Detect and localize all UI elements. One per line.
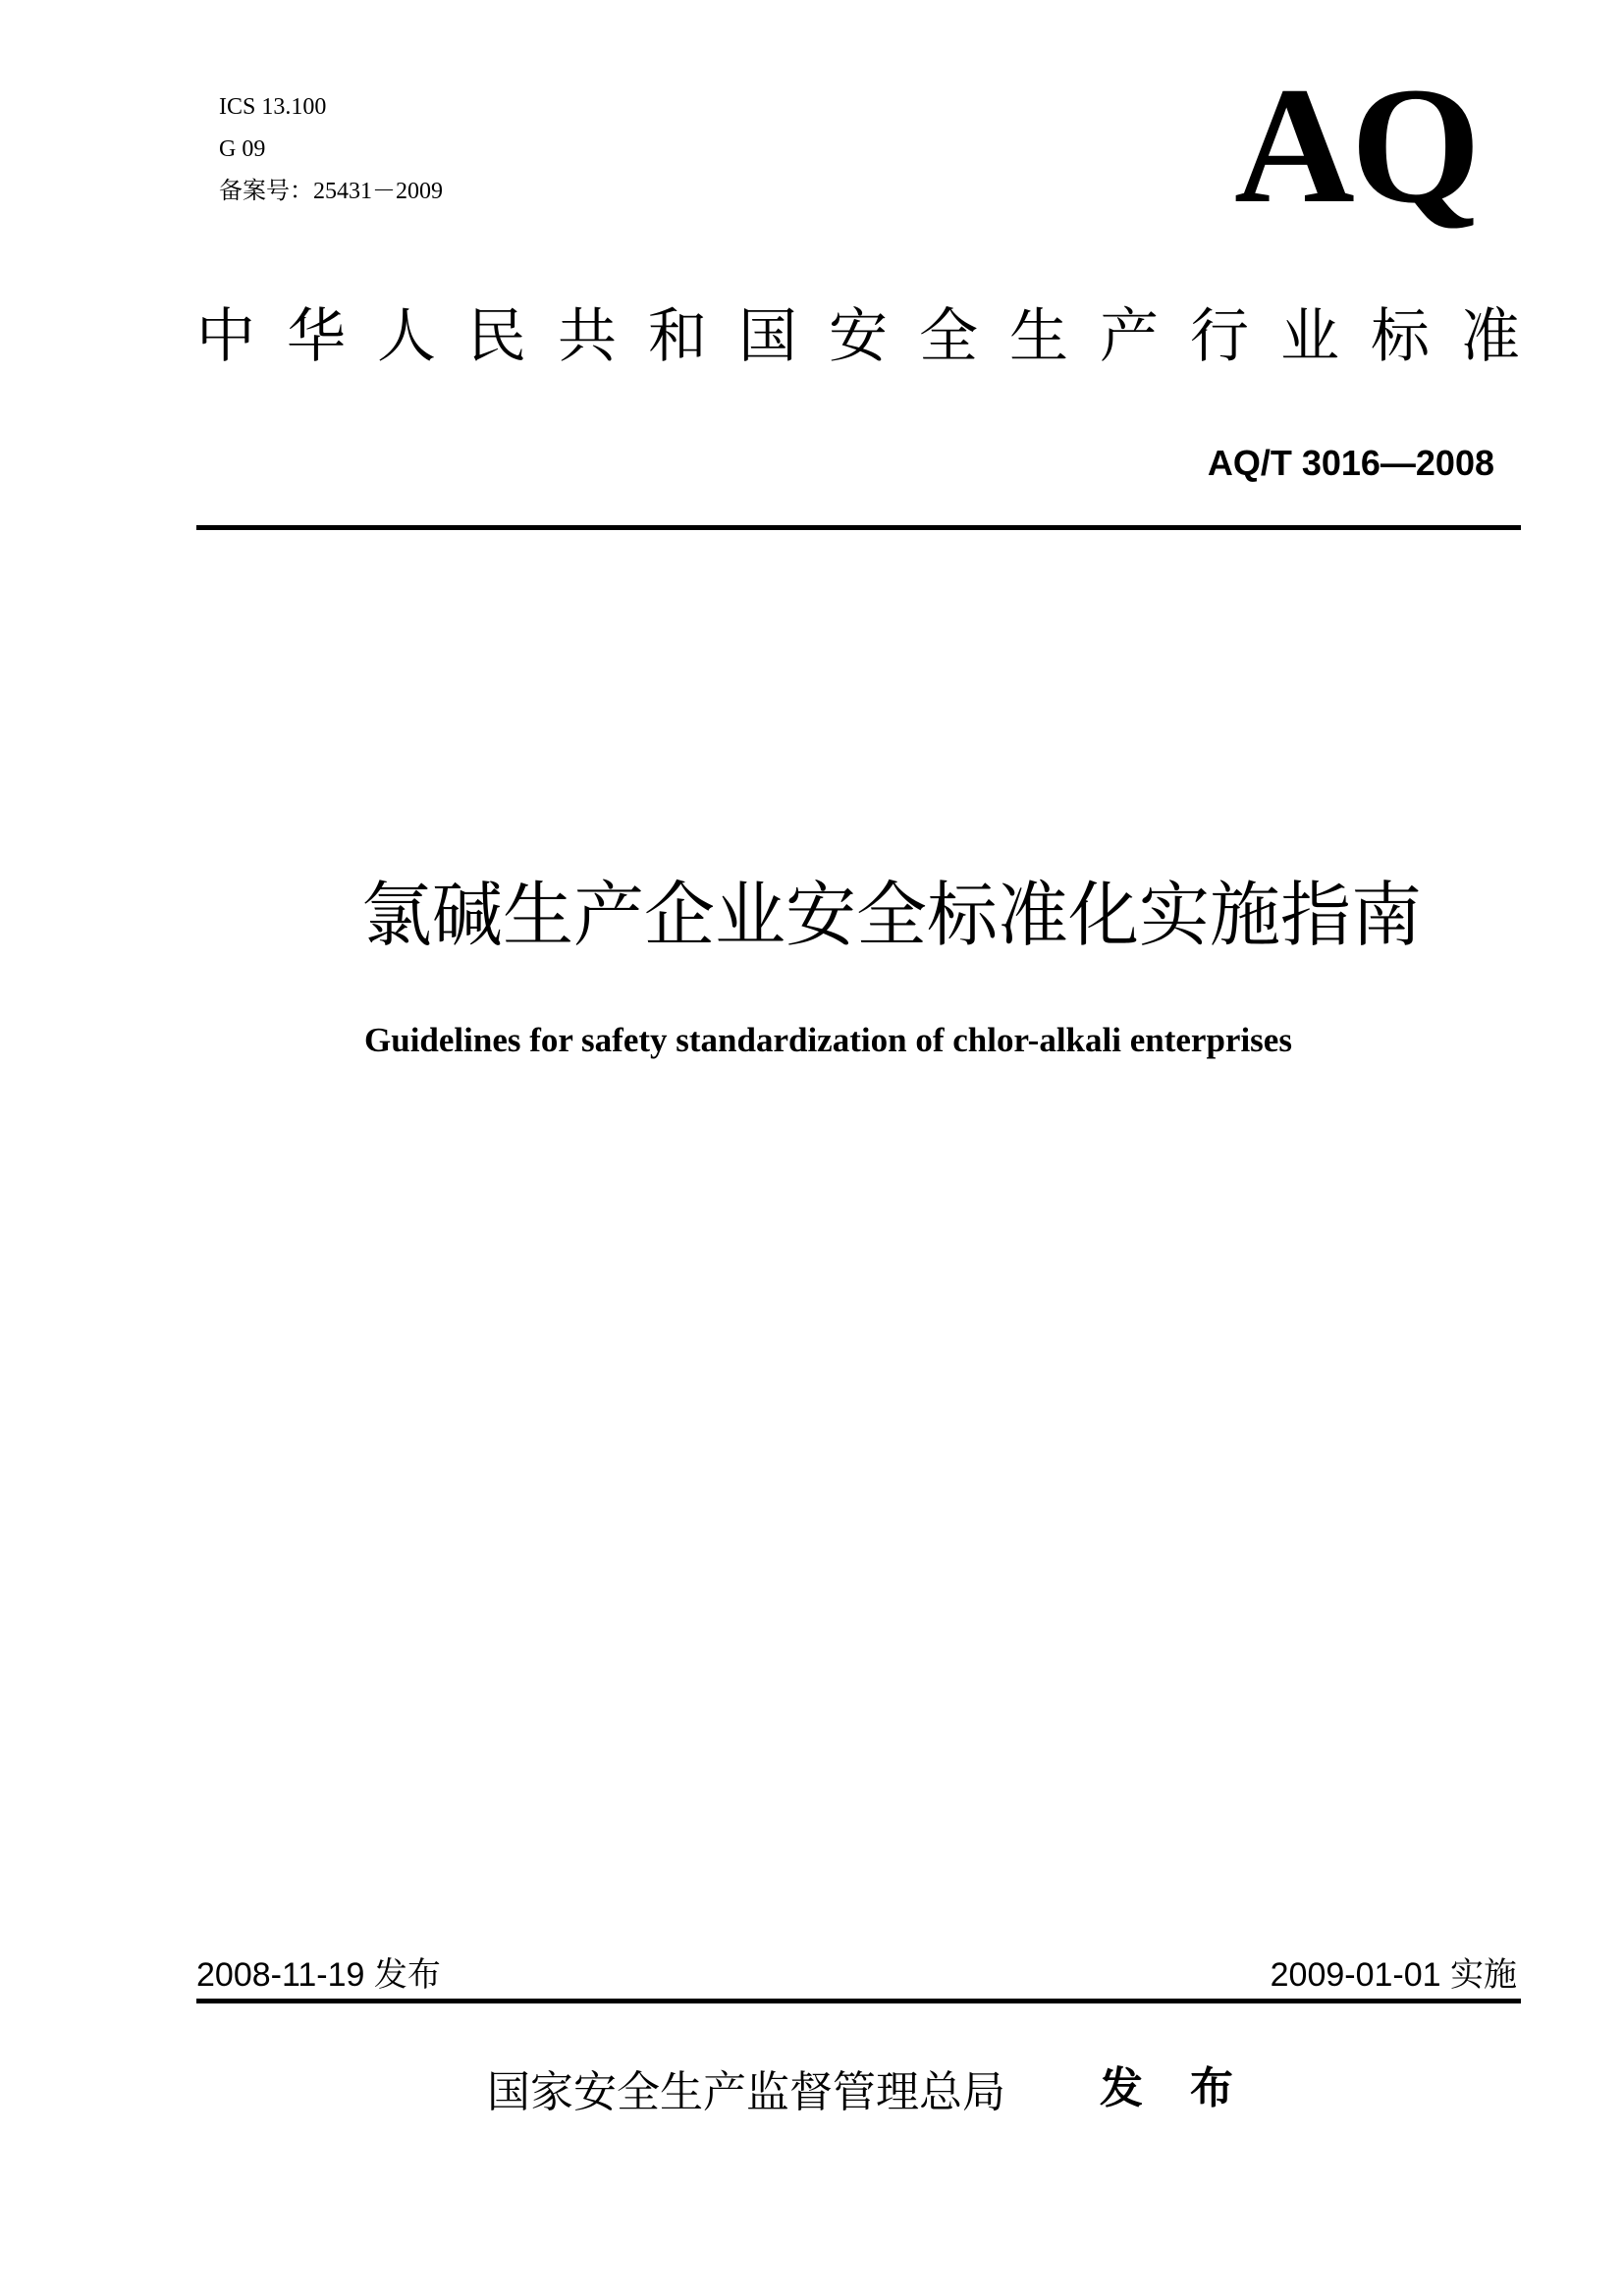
standard-category: 中华人民共和国安全生产行业标准 xyxy=(196,302,1551,371)
issuing-authority: 国家安全生产监督管理总局 xyxy=(487,2067,1005,2117)
aq-logo: AQ xyxy=(1234,53,1477,238)
issuing-action: 发布 xyxy=(1100,2063,1280,2113)
document-title-chinese: 氯碱生产企业安全标准化实施指南 xyxy=(361,874,1423,956)
top-divider xyxy=(196,525,1521,530)
standard-number: AQ/T 3016—2008 xyxy=(1207,443,1494,483)
implementation-date: 2009-01-01 实施 xyxy=(1270,1956,1517,1994)
bottom-divider xyxy=(196,1999,1521,2003)
ccs-code: G 09 xyxy=(219,136,266,162)
filing-number: 备案号：25431－2009 xyxy=(219,179,443,204)
issue-date: 2008-11-19 发布 xyxy=(196,1956,441,1994)
document-title-english: Guidelines for safety standardization of chlor-alkali enterprises xyxy=(364,1021,1292,1059)
ics-code: ICS 13.100 xyxy=(219,94,327,120)
classification-block xyxy=(219,86,443,213)
